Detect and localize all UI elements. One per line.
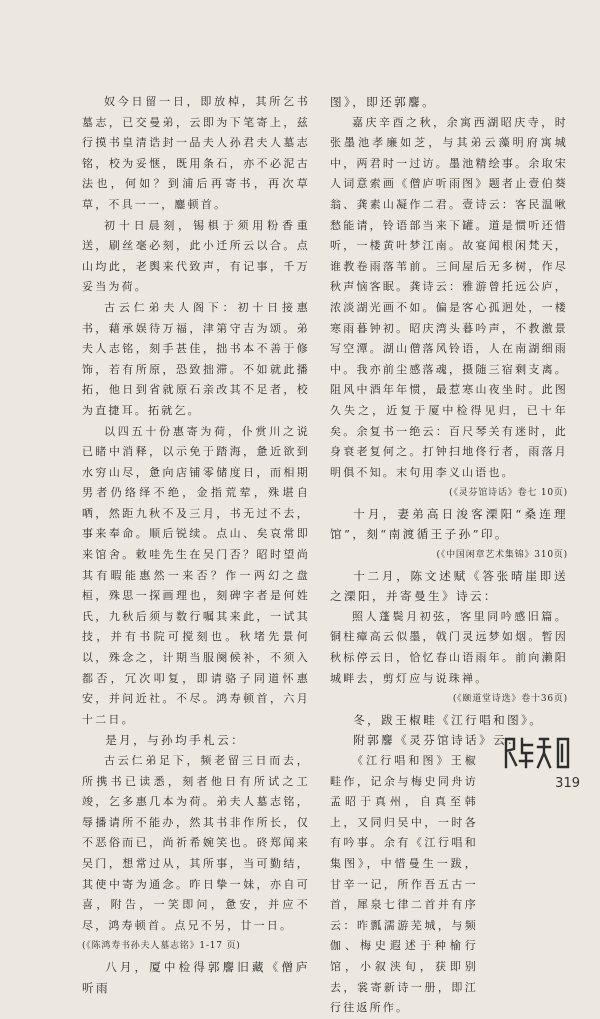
narrative-line: 八月，厦中检得郭麐旧藏《僧庐听雨 — [82, 959, 310, 995]
page-number: 319 — [555, 776, 580, 791]
quoted-poem-preface: 嘉庆辛酉之秋，余寓西湖昭庆寺，时张墨池孝廉如芝，与其弟云藻明府寓城中，两君时一过访。墨池精绘事。余取宋人词意索画《僧庐听雨图》题者止壹伯葵翁、龚素山凝作二君。壹诗云：客民温啾愁能请，铃语部当来下罐。道是惯听还惜听，一楼黄叶梦江南。故宴闻根闲梵天，谁教卷雨落苇前。三间屋后无多树，作尽秋声恼客眠。龚诗云：雅游曾托远公庐，浓淡湖光画不如。偏是客心孤迥处，一楼寒雨暮钟初。昭庆湾头暮吟声，不教激景写空潭。湖山僧落风铃语，人在南湖细雨中。我亦前尘感落魂，摄随三宿剩支离。阻风中酒年年惯，最惹寒山夜坐时。此图久失之，近复于厦中检得见归，已十年矣。余复书一绝云：百尺琴关有迷时，此身衰老复何之。打钟扫地佟行者，雨落月明俱不知。末句用李义山语也。 — [330, 115, 568, 479]
source-citation: (《颐道堂诗选》卷十36页) — [452, 694, 568, 705]
narrative-line: 冬，跋王椒畦《江行唱和图》。 — [353, 712, 544, 727]
right-column — [330, 92, 568, 1019]
letter-paragraph-2: 以四五十份惠寄为荷，仆赏川之说已睹中消释，以示免于踏海，惫近欲到水穷山尽，惫向店铺零储度日，而相期男者仍络绎不绝，金指荒荤，殊堪自哂，然距九秋不及三月，书无过不去，事来奉命。顺后锐续。点山、矣哀常即来馆舍。敕哇先生在吴门否？昭时望尚其有暇能惠然一来否？作一两幻之盘桓，殊思一探画理也，刻碑字者是何姓氏，九秋后须与数行嘱其来此，一试其技，并有书院可搅刻也。秋堵先景何以，殊念之，计期当服阕候补，不须入都否，冗次叩复，即请骆子同道怀惠安，并问近社。不尽。鸿寿顿首，六月十二日。 — [82, 424, 310, 726]
source-citation: (《灵芬馆诗话》卷七 10页) — [449, 488, 568, 499]
narrative-line: 十二月，陈文述赋《答张晴崖即送之溧阳，并寄曼生》诗云： — [330, 568, 568, 604]
narrative-line: 十月，妻弟高日浚客溧阳“桑连理馆”，刻“南渡循王子孙”印。 — [330, 506, 568, 542]
narrative-line: 图》，即还郭麐。 — [330, 95, 437, 109]
letter-ending-paragraph: 奴今日留一日，即放棹，其所乞书墓志，已交曼弟，云即为下笔寄上，兹行摸书皇清诰封一品夫人孙君夫人墓志铭，校为妥惬，既用条石，亦不必泥古法也，何如？到浦后再寄书，再次草草，不具一一，鏖顿首。 — [82, 95, 310, 211]
quoted-text: 《江行唱和图》王椒畦作，记余与梅史同舟访孟昭于真州，自真至韩上，又同归吴中，一时各有吟事。余有《江行唱和集图》，中惜曼生一跋，甘辛一记，所作吾五古一首，犀泉七律二首并有序云：昨瓢濡游芜城，与频伽、梅史遐述于种榆行馆，小叙浃旬，获即别去，裳寄新诗一册，即江行往返所作。 — [330, 754, 478, 1015]
seal-mark — [502, 735, 582, 771]
source-citation: (《中国闲章艺术集锦》310页) — [436, 550, 568, 561]
narrative-line: 是月，与孙均手札云： — [105, 733, 246, 748]
letter-paragraph-3: 古云仁弟足下，频老留三日而去，所携书已读悉，刻者他日有所试之工竣，乞多惠几本为荷。弟夫人墓志铭，辱播请所不能办，然其书非作所长，仅不恶俗而已，尚祈希婉笑也。䂢郑闻来吴门，想常过从，其所事，当可勤结，其使中寄为通念。昨日挚一妹，亦自可喜，附告，一笑即问，惫安，并应不尽，鸿寿顿首。点兄不另，廿一日。 — [82, 754, 310, 932]
left-column — [82, 92, 310, 998]
quoted-poem: 照人蓬鬓月初弦，客里同吟感旧篇。铜柱瘴高云似墨，戟门灵远梦如烟。暂因秋标停云日，恰忆春山语雨年。前向濑阳城畔去，剪灯应与说珠禅。 — [330, 609, 568, 685]
postscript-paragraph: 初十日晨刻，锡椇于须用粉香重送，刷丝毫必刻，此小迁所云以合。点山均此，老舆来代致声，有记事，千万妥当为荷。 — [82, 218, 310, 294]
narrative-line: 附郭麐《灵芬馆诗话》云： — [353, 733, 522, 748]
letter-paragraph-1: 古云仁弟夫人阁下：初十日接惠书，藉承娱待万福，津第守吉为颂。弟夫人志铭，刻手甚佳，拙书本不善于修饰，若有所原，恐致拙滞。不如就此播拓，他日到省就原石亲改其不足者，校为直捷耳。拓就乞。 — [82, 300, 310, 417]
source-citation: (《陈鸿寿书孙夫人墓志铭》1-17 页) — [82, 941, 241, 952]
